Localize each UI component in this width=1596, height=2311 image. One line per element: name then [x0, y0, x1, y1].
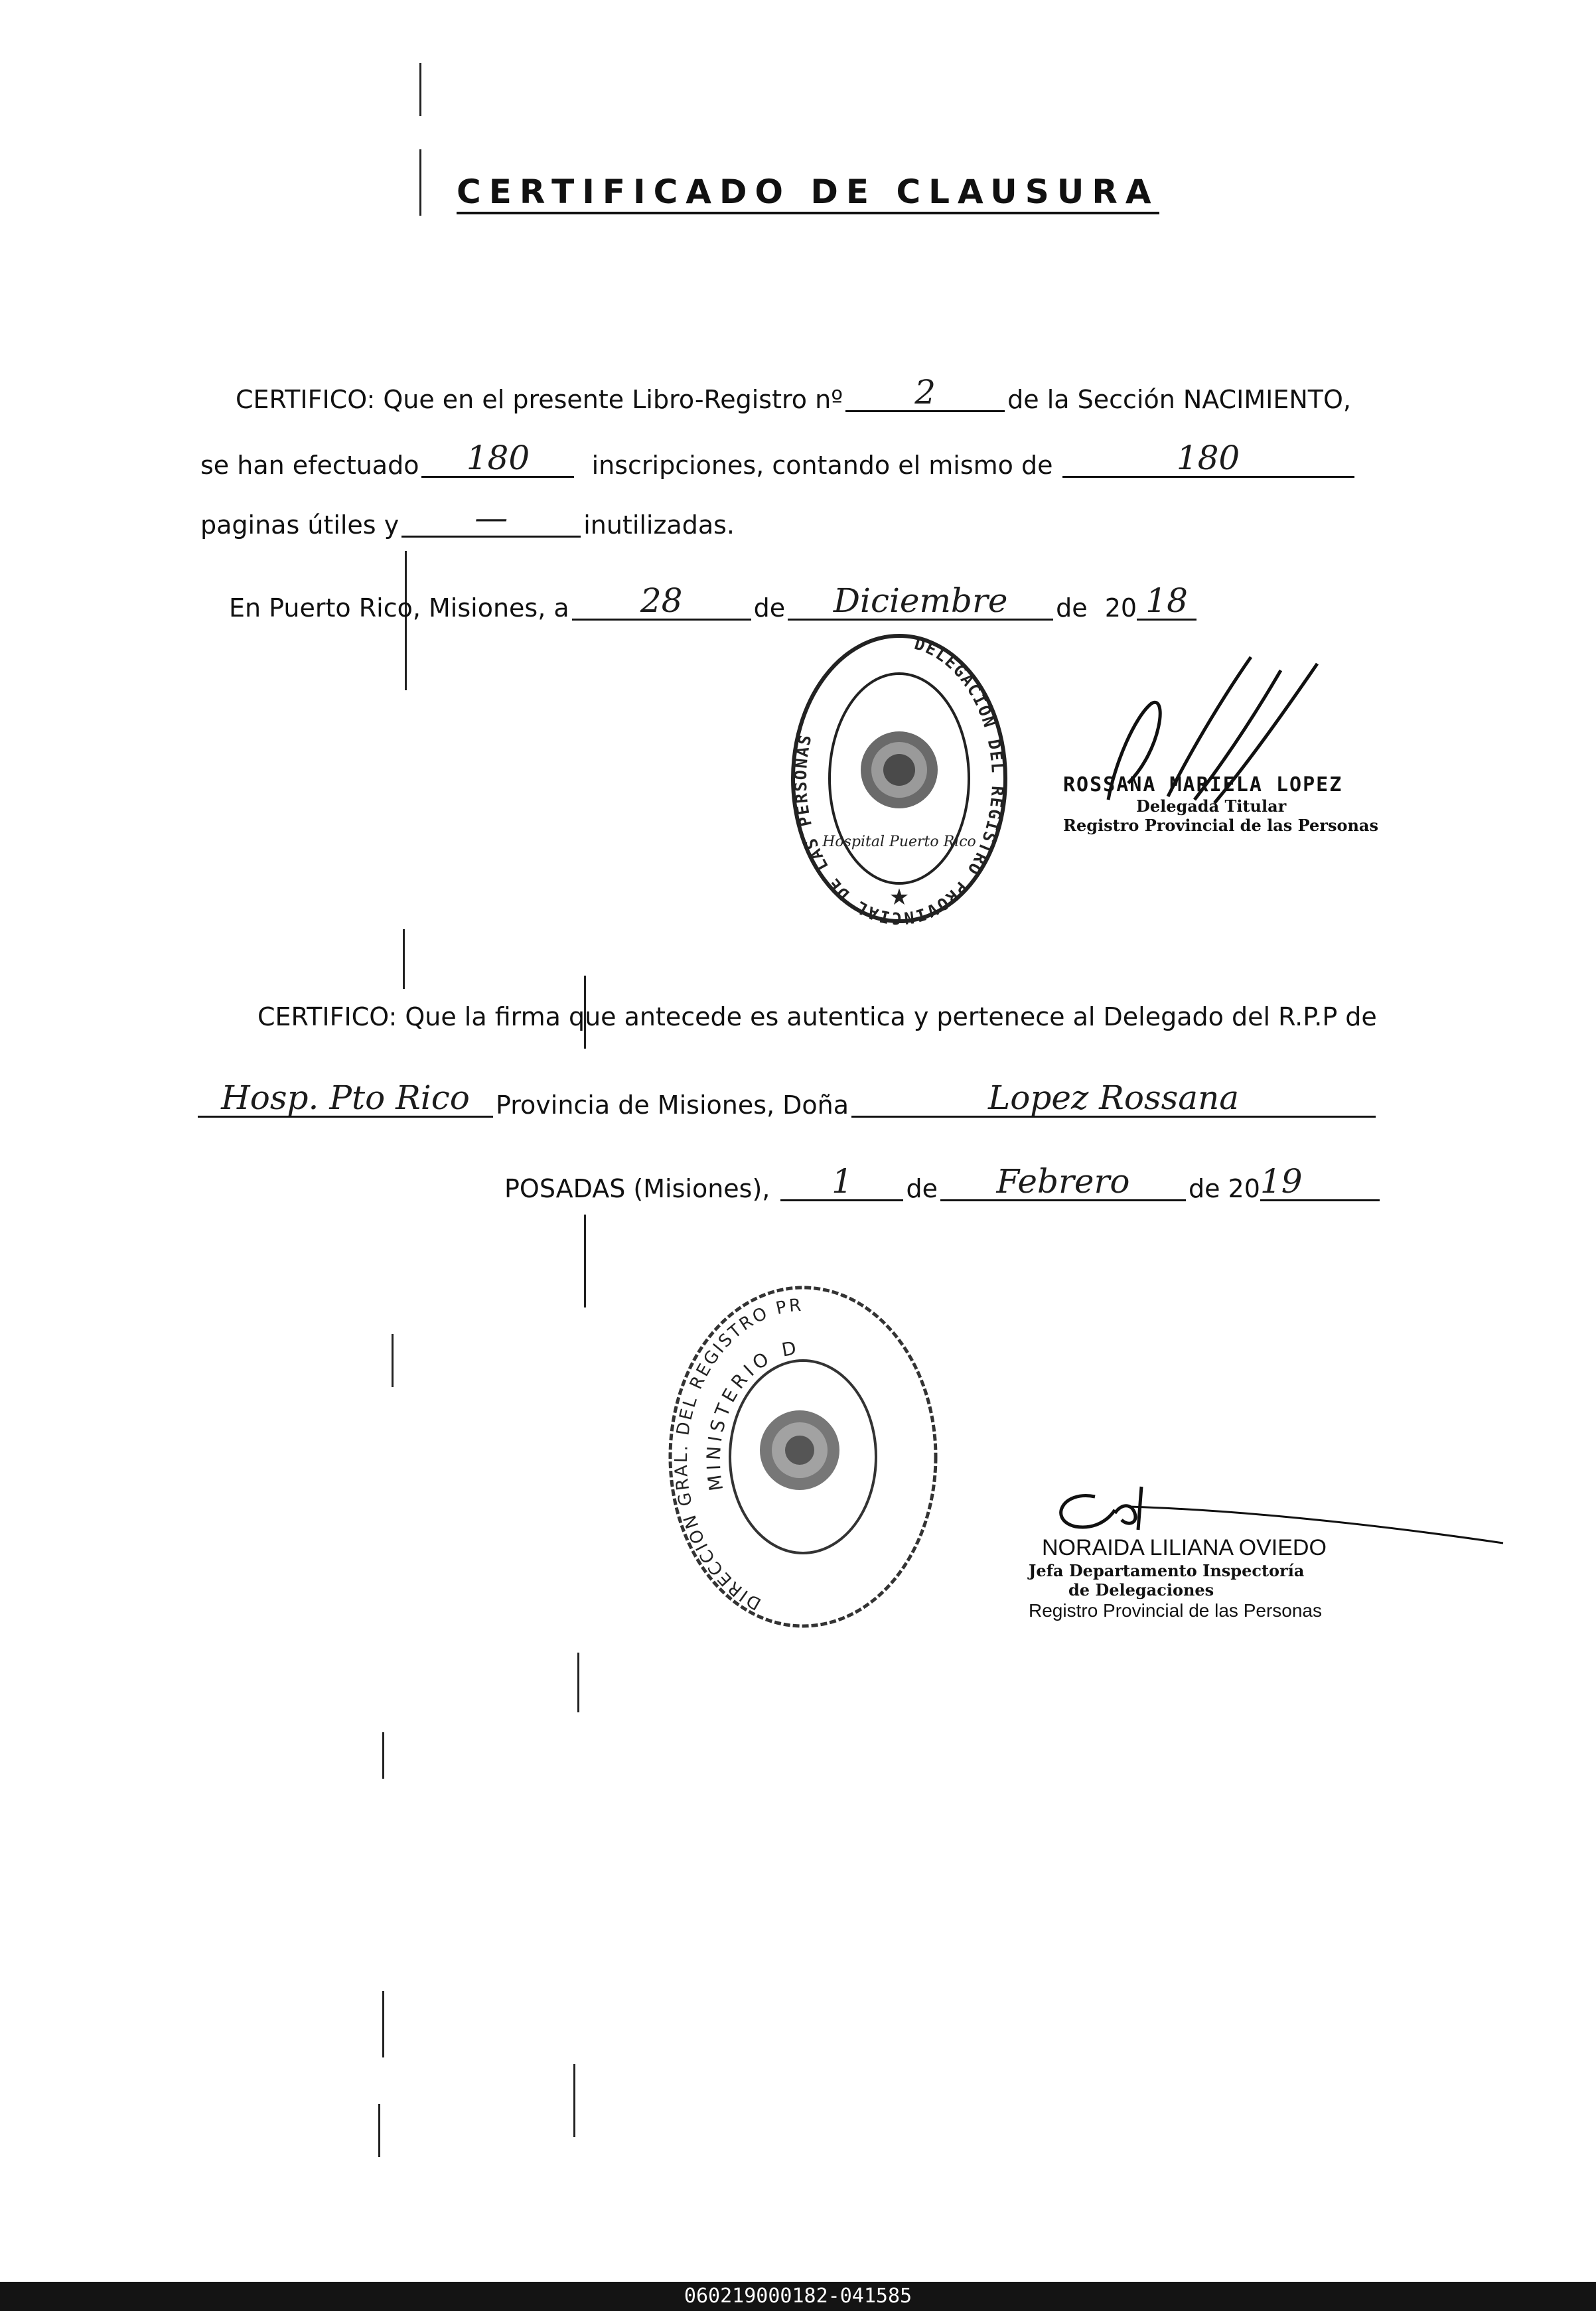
date-text: de [1056, 593, 1088, 623]
date-text: de [906, 1174, 938, 1203]
scan-artifact-mark [378, 2104, 380, 2157]
delegation-field [198, 1079, 493, 1118]
stamp-seal-icon [786, 627, 1012, 929]
signer1-office: Registro Provincial de las Personas [1063, 815, 1378, 835]
signer1-name: ROSSANA MARIELA LOPEZ [1063, 773, 1343, 796]
year-field [1137, 581, 1197, 621]
para1-text: CERTIFICO: Que en el presente Libro-Registro nº [236, 385, 843, 414]
handwritten-delegate-name: Lopez Rossana [988, 1079, 1240, 1117]
para1-line1 [236, 373, 1351, 414]
scan-artifact-mark [403, 929, 405, 989]
stamp-seal-icon [664, 1281, 942, 1633]
para1-line3 [200, 498, 735, 540]
date-text: de [753, 593, 786, 623]
handwritten-delegation: Hosp. Pto Rico [221, 1079, 470, 1117]
signature1-block [1063, 773, 1378, 836]
stamp2-inner-text: MINISTERIO D [702, 1336, 802, 1493]
place-text: En Puerto Rico, Misiones, a [229, 593, 569, 623]
signer2-role2: de Delegaciones [1068, 1580, 1214, 1600]
signature2-block [1029, 1534, 1327, 1622]
handwritten-pages-count: 180 [1176, 439, 1240, 477]
stamp1-ring-text: DELEGACION DEL REGISTRO PROVINCIAL DE LAS PERSONAS [790, 634, 1007, 929]
date-text: de 20 [1188, 1174, 1260, 1203]
signer2-office: Registro Provincial de las Personas [1029, 1600, 1322, 1621]
handwritten-year2: 19 [1260, 1162, 1303, 1201]
scan-artifact-mark [577, 1653, 579, 1712]
para1-line2 [200, 439, 1357, 480]
scan-artifact-mark [573, 2064, 575, 2137]
handwritten-unusable-pages: — [474, 498, 508, 537]
para2-text: Provincia de Misiones, Doña [496, 1090, 849, 1120]
official-stamp-direccion [664, 1281, 942, 1633]
day2-field [780, 1162, 903, 1201]
para2-line2 [198, 1079, 1378, 1120]
document-code: 060219000182-041585 [684, 2284, 912, 2308]
para1-line4 [229, 581, 1199, 623]
para2-line3 [504, 1162, 1382, 1203]
scan-artifact-mark [419, 149, 421, 216]
para1-text: paginas útiles y [200, 510, 399, 540]
stamp1-inner-text: Hospital Puerto Rico [822, 834, 976, 850]
handwritten-year: 18 [1145, 581, 1188, 620]
month2-field [940, 1162, 1186, 1201]
para2-line1 [257, 1004, 1377, 1029]
scan-artifact-mark [382, 1732, 384, 1779]
para1-text: inscripciones, contando el mismo de [591, 451, 1053, 480]
scan-artifact-mark [382, 1991, 384, 2057]
scan-artifact-mark [584, 1215, 586, 1307]
handwritten-register-number: 2 [914, 373, 936, 411]
para1-text: se han efectuado [200, 451, 419, 480]
handwritten-month2: Febrero [996, 1162, 1130, 1201]
unusable-pages-field [401, 498, 581, 538]
handwritten-inscriptions-count: 180 [466, 439, 530, 477]
handwritten-day2: 1 [832, 1162, 853, 1201]
para1-text: de la Sección NACIMIENTO, [1007, 385, 1351, 414]
month-field [788, 581, 1053, 621]
day-field [572, 581, 751, 621]
year2-field [1260, 1162, 1380, 1201]
stamp2-ring-text: DIRECCION GRAL. DEL REGISTRO PR [671, 1295, 804, 1614]
document-id-footer [0, 2282, 1596, 2311]
place-text: POSADAS (Misiones), [504, 1174, 770, 1203]
signer1-role: Delegada Titular [1136, 796, 1287, 816]
pages-count-field [1062, 439, 1354, 478]
inscriptions-count-field [421, 439, 574, 478]
para2-text: CERTIFICO: Que la firma que antecede es autentica y pertenece al Delegado del R.P.P de [257, 1002, 1377, 1031]
para1-text: inutilizadas. [583, 510, 735, 540]
scan-artifact-mark [419, 63, 421, 116]
register-number-field [845, 373, 1005, 412]
scan-artifact-mark [392, 1334, 394, 1387]
delegate-name-field [851, 1079, 1376, 1118]
handwritten-month: Diciembre [833, 581, 1008, 620]
signer2-name: NORAIDA LILIANA OVIEDO [1042, 1535, 1327, 1560]
handwritten-day: 28 [640, 581, 683, 620]
date-text: 20 [1104, 593, 1137, 623]
document-title: CERTIFICADO DE CLAUSURA [457, 174, 1159, 214]
svg-text:★: ★ [889, 884, 910, 911]
official-stamp-delegacion [786, 627, 1012, 929]
signer2-role1: Jefa Departamento Inspectoría [1029, 1560, 1305, 1580]
